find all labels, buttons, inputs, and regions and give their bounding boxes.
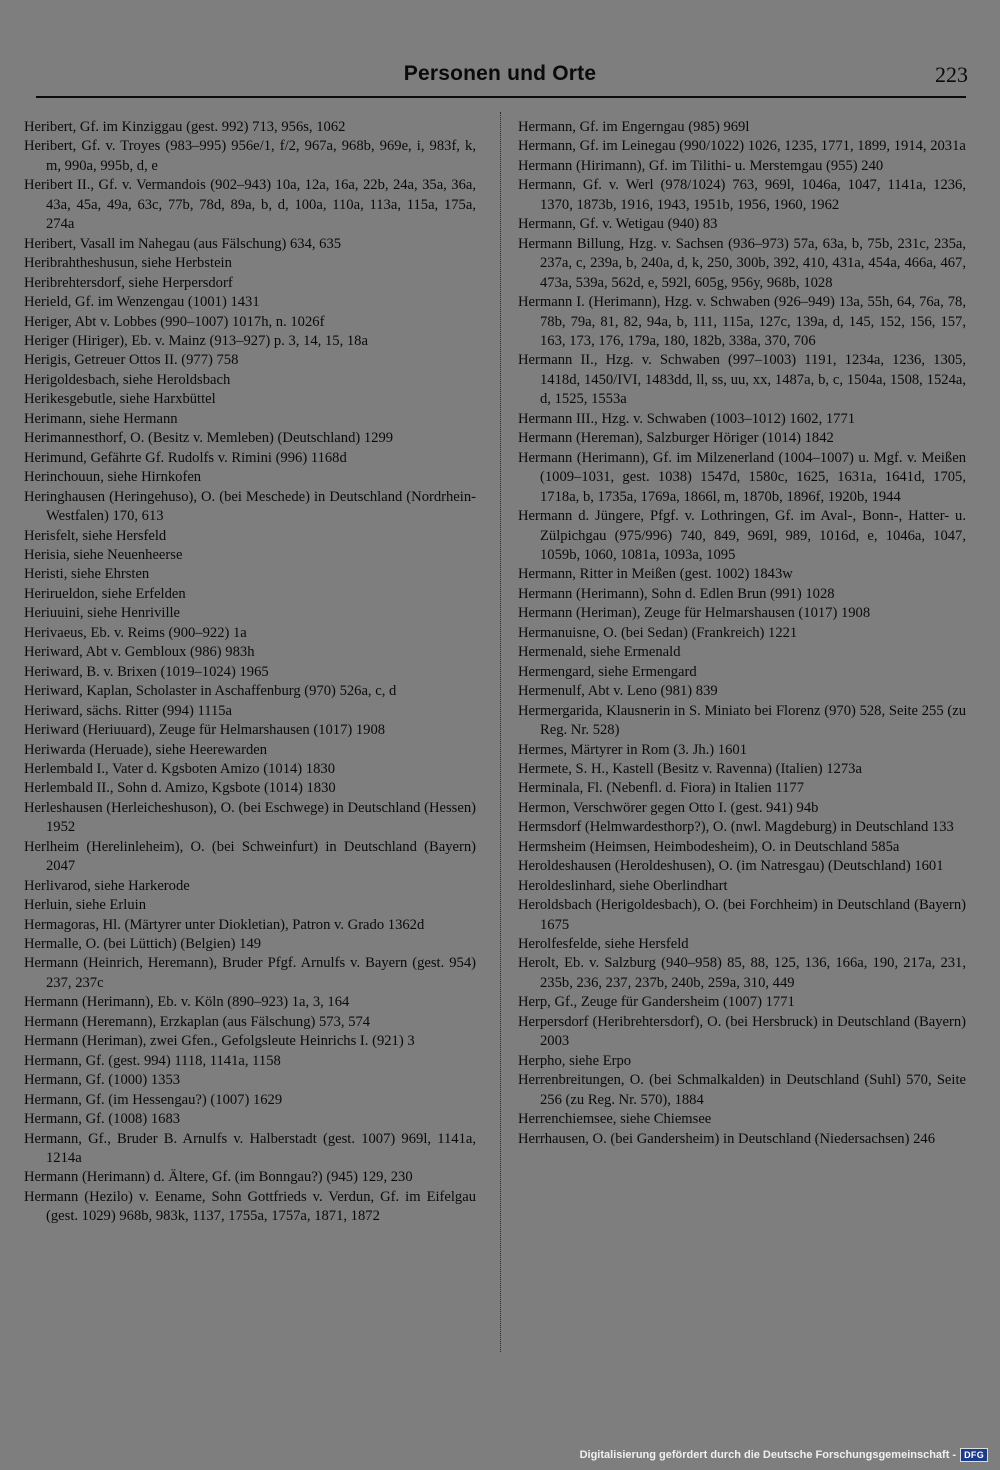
- index-entry: Hermsheim (Heimsen, Heimbodesheim), O. in Deutschland 585a: [518, 838, 900, 855]
- index-entry: Herlembald I., Vater d. Kgsboten Amizo (1014) 1830: [24, 760, 335, 777]
- dfg-logo-icon: DFG: [960, 1448, 988, 1462]
- index-entry: Heriwarda (Heruade), siehe Heerewarden: [24, 741, 268, 758]
- index-entry: Hermann (Herimann), Gf. im Milzenerland (1004–1007) u. Mgf. v. Meißen (1009–1031, gest. 1038) 1547d, 1580c, 1625, 1631a, 1641d, 1705, 1718a, b, 1735a, 1769a, 1866l, m, 1870b, 1896f, 1920b, 1944: [518, 449, 966, 505]
- index-entry: Heriward, B. v. Brixen (1019–1024) 1965: [24, 663, 269, 680]
- index-entry: Herigis, Getreuer Ottos II. (977) 758: [24, 352, 239, 369]
- index-entry: Hermann, Gf., Bruder B. Arnulfs v. Halberstadt (gest. 1007) 969l, 1141a, 1214a: [24, 1130, 476, 1167]
- index-entry: Hermanuisne, O. (bei Sedan) (Frankreich) 1221: [518, 624, 798, 641]
- column-divider: [500, 112, 502, 1352]
- index-entry: Hermon, Verschwörer gegen Otto I. (gest. 941) 94b: [518, 799, 819, 816]
- index-entry: Herinchouun, siehe Hirnkofen: [24, 469, 202, 486]
- index-entry: Heriuuini, siehe Henriville: [24, 605, 181, 622]
- index-entry: Hermann (Heriman), Zeuge für Helmarshausen (1017) 1908: [518, 605, 871, 622]
- index-entry: Herolfesfelde, siehe Hersfeld: [518, 936, 689, 953]
- index-entry: Hermann, Gf. (1000) 1353: [24, 1072, 181, 1089]
- index-entry: Herpersdorf (Heribrehtersdorf), O. (bei Hersbruck) in Deutschland (Bayern) 2003: [518, 1013, 966, 1050]
- index-entry: Hermann, Gf. (gest. 994) 1118, 1141a, 1158: [24, 1052, 281, 1069]
- index-entry: Heristi, siehe Ehrsten: [24, 566, 150, 583]
- index-entry: Herivaeus, Eb. v. Reims (900–922) 1a: [24, 624, 247, 641]
- header-rule: [36, 96, 966, 98]
- index-entry: Hermann, Gf. (im Hessengau?) (1007) 1629: [24, 1091, 283, 1108]
- index-entry: Hermann (Hezilo) v. Eename, Sohn Gottfrieds v. Verdun, Gf. im Eifelgau (gest. 1029) 968b, 983k, 1137, 1755a, 1757a, 1871, 1872: [24, 1188, 476, 1225]
- index-entry: Hermann (Herimann), Eb. v. Köln (890–923) 1a, 3, 164: [24, 994, 350, 1011]
- right-column: [518, 118, 966, 1149]
- index-entry: Herirueldon, siehe Erfelden: [24, 585, 186, 602]
- index-entry: Hermenulf, Abt v. Leno (981) 839: [518, 683, 718, 700]
- index-entry: Heriward (Heriuuard), Zeuge für Helmarshausen (1017) 1908: [24, 722, 386, 739]
- index-entry: Hermann d. Jüngere, Pfgf. v. Lothringen, Gf. im Aval-, Bonn-, Hatter- u. Zülpichgau (975/996) 740, 849, 969l, 989, 1016d, e, 1046a, 1047, 1059b, 1060, 1081a, 1093a, 1095: [518, 508, 966, 563]
- index-entry: Herrhausen, O. (bei Gandersheim) in Deutschland (Niedersachsen) 246: [518, 1130, 935, 1147]
- index-entry: Heriger (Hiriger), Eb. v. Mainz (913–927) p. 3, 14, 15, 18a: [24, 332, 368, 349]
- index-entry: Hermann, Gf. (1008) 1683: [24, 1111, 181, 1128]
- index-entry: Herolt, Eb. v. Salzburg (940–958) 85, 88, 125, 136, 166a, 190, 217a, 231, 235b, 236, 237, 237b, 240b, 259a, 310, 449: [518, 955, 966, 991]
- index-entry: Hermann (Hirimann), Gf. im Tilithi- u. Merstemgau (955) 240: [518, 157, 884, 174]
- index-entry: Heribert II., Gf. v. Vermandois (902–943) 10a, 12a, 16a, 22b, 24a, 35a, 36a, 43a, 45a, 49a, 63c, 77b, 78d, 89a, b, d, 100a, 110a, 113a, 115a, 175a, 274a: [24, 177, 476, 233]
- index-entry: Hermes, Märtyrer in Rom (3. Jh.) 1601: [518, 741, 747, 758]
- index-entry: Hermete, S. H., Kastell (Besitz v. Ravenna) (Italien) 1273a: [518, 760, 862, 777]
- index-entry: Heroldsbach (Herigoldesbach), O. (bei Forchheim) in Deutschland (Bayern) 1675: [518, 897, 966, 933]
- index-entry: Herpho, siehe Erpo: [518, 1052, 632, 1069]
- index-entry: Heribrahtheshusun, siehe Herbstein: [24, 255, 232, 272]
- index-entry: Hermann (Heriman), zwei Gfen., Gefolgsleute Heinrichs I. (921) 3: [24, 1033, 415, 1050]
- index-entry: Heroldeshausen (Heroldeshusen), O. (im Natresgau) (Deutschland) 1601: [518, 858, 944, 875]
- index-entry: Heriward, sächs. Ritter (994) 1115a: [24, 702, 233, 719]
- index-entry: Hermann, Gf. im Leinegau (990/1022) 1026, 1235, 1771, 1899, 1914, 2031a: [518, 138, 966, 155]
- index-entry: Herrenchiemsee, siehe Chiemsee: [518, 1111, 712, 1128]
- index-entry: Hermagoras, Hl. (Märtyrer unter Diokletian), Patron v. Grado 1362d: [24, 916, 425, 933]
- footer-credit: [580, 1448, 988, 1462]
- index-entry: Herluin, siehe Erluin: [24, 897, 146, 914]
- page-number: 223: [935, 62, 968, 87]
- index-entry: Hermalle, O. (bei Lüttich) (Belgien) 149: [24, 936, 262, 953]
- index-entry: Heriward, Kaplan, Scholaster in Aschaffenburg (970) 526a, c, d: [24, 683, 397, 700]
- index-entry: Herield, Gf. im Wenzengau (1001) 1431: [24, 294, 260, 311]
- index-entry: Hermengard, siehe Ermengard: [518, 663, 697, 680]
- index-entry: Hermann III., Hzg. v. Schwaben (1003–1012) 1602, 1771: [518, 410, 856, 427]
- index-entry: Heroldeslinhard, siehe Oberlindhart: [518, 877, 728, 894]
- index-entry: Hermann, Gf. v. Werl (978/1024) 763, 969l, 1046a, 1047, 1141a, 1236, 1370, 1873b, 1916, 1943, 1951b, 1956, 1960, 1962: [518, 177, 966, 213]
- index-entry: Hermann (Heremann), Erzkaplan (aus Fälschung) 573, 574: [24, 1013, 371, 1030]
- index-entry: Hermann Billung, Hzg. v. Sachsen (936–973) 57a, 63a, b, 75b, 231c, 235a, 237a, c, 239a, b, 240a, d, k, 250, 300b, 392, 410, 431a, 454a, 466a, 467, 473a, 539a, 562d, e, 592l, 605g, 956y, 968b, 1028: [518, 235, 966, 291]
- index-entry: Herp, Gf., Zeuge für Gandersheim (1007) 1771: [518, 994, 795, 1011]
- index-entry: Hermann (Herimann) d. Ältere, Gf. (im Bonngau?) (945) 129, 230: [24, 1169, 413, 1186]
- index-entry: Heribrehtersdorf, siehe Herpersdorf: [24, 274, 233, 291]
- left-column: [24, 118, 476, 1227]
- index-entry: Heribert, Gf. im Kinziggau (gest. 992) 713, 956s, 1062: [24, 119, 346, 135]
- index-entry: Hermann (Heinrich, Heremann), Bruder Pfgf. Arnulfs v. Bayern (gest. 954) 237, 237c: [24, 955, 476, 991]
- footer-credit-text: Digitalisierung gefördert durch die Deutsche Forschungsgemeinschaft -: [579, 1449, 957, 1461]
- index-entry: Heriward, Abt v. Gembloux (986) 983h: [24, 644, 255, 661]
- index-entry: Heriger, Abt v. Lobbes (990–1007) 1017h, n. 1026f: [24, 313, 325, 330]
- index-entry: Herimann, siehe Hermann: [24, 410, 178, 427]
- index-entry: Heribert, Gf. v. Troyes (983–995) 956e/1, f/2, 967a, 968b, 969e, i, 983f, k, m, 990a, 995b, d, e: [24, 138, 476, 174]
- index-entry: Hermann, Gf. v. Wetigau (940) 83: [518, 216, 718, 233]
- index-entry: Herlheim (Herelinleheim), O. (bei Schweinfurt) in Deutschland (Bayern) 2047: [24, 838, 476, 875]
- index-entry: Herminala, Fl. (Nebenfl. d. Fiora) in Italien 1177: [518, 780, 804, 797]
- index-entry: Herisfelt, siehe Hersfeld: [24, 527, 167, 544]
- index-entry: Hermsdorf (Helmwardesthorp?), O. (nwl. Magdeburg) in Deutschland 133: [518, 819, 954, 836]
- index-entry: Herimund, Gefährte Gf. Rudolfs v. Rimini (996) 1168d: [24, 449, 347, 466]
- index-entry: Herikesgebutle, siehe Harxbüttel: [24, 391, 216, 408]
- index-entry: Hermann (Hereman), Salzburger Höriger (1014) 1842: [518, 430, 834, 447]
- index-entry: Hermergarida, Klausnerin in S. Miniato bei Florenz (970) 528, Seite 255 (zu Reg. Nr. 528): [518, 702, 966, 739]
- page-title: Personen und Orte: [403, 62, 597, 85]
- index-entry: Herisia, siehe Neuenheerse: [24, 546, 183, 563]
- index-entry: Heribert, Vasall im Nahegau (aus Fälschung) 634, 635: [24, 235, 342, 252]
- index-entry: Herleshausen (Herleicheshuson), O. (bei Eschwege) in Deutschland (Hessen) 1952: [24, 799, 476, 836]
- index-entry: Hermann, Gf. im Engerngau (985) 969l: [518, 119, 750, 135]
- index-entry: Herlembald II., Sohn d. Amizo, Kgsbote (1014) 1830: [24, 780, 336, 797]
- index-entry: Herlivarod, siehe Harkerode: [24, 877, 190, 894]
- index-entry: Hermann, Ritter in Meißen (gest. 1002) 1843w: [518, 566, 793, 583]
- index-entry: Hermenald, siehe Ermenald: [518, 644, 681, 661]
- index-entry: Heringhausen (Heringehuso), O. (bei Meschede) in Deutschland (Nordrhein-Westfalen) 170, 613: [24, 488, 476, 525]
- index-entry: Herigoldesbach, siehe Heroldsbach: [24, 371, 231, 388]
- index-entry: Hermann I. (Herimann), Hzg. v. Schwaben (926–949) 13a, 55h, 64, 76a, 78, 78b, 79a, 81, 82, 94a, b, 111, 115a, 127c, 139a, d, 145, 152, 156, 157, 163, 173, 176, 179a, 180, 182b, 338a, 370, 706: [518, 294, 966, 349]
- index-entry: Herrenbreitungen, O. (bei Schmalkalden) in Deutschland (Suhl) 570, Seite 256 (zu Reg. Nr. 570), 1884: [518, 1072, 966, 1108]
- index-entry: Hermann II., Hzg. v. Schwaben (997–1003) 1191, 1234a, 1236, 1305, 1418d, 1450/IVI, 1483dd, ll, ss, uu, xx, 1487a, b, c, 1504a, 1508, 1524a, d, 1525, 1553a: [518, 352, 966, 408]
- index-entry: Herimannesthorf, O. (Besitz v. Memleben) (Deutschland) 1299: [24, 430, 394, 447]
- index-entry: Hermann (Herimann), Sohn d. Edlen Brun (991) 1028: [518, 585, 835, 602]
